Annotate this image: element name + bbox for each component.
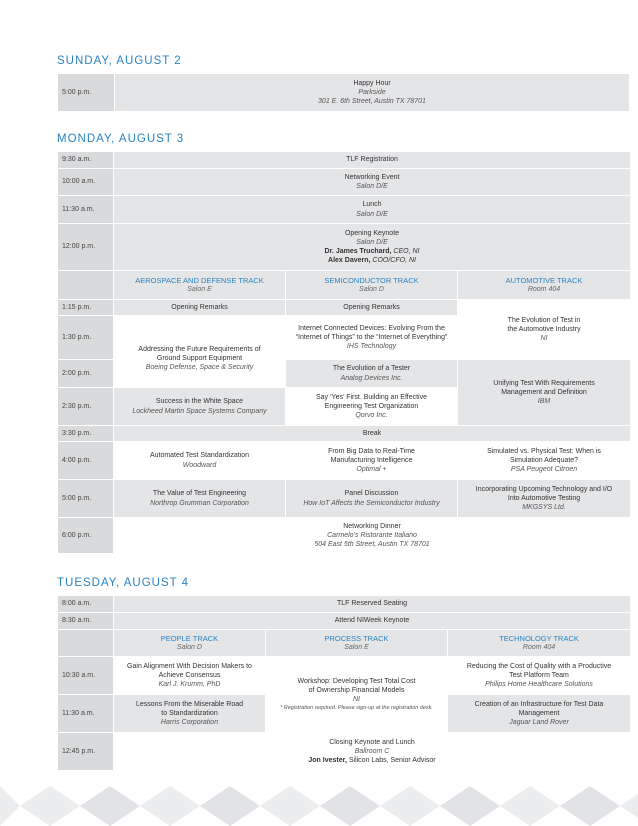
track-header [286, 271, 458, 300]
time-cell: 5:00 p.m. [58, 480, 114, 518]
event-title: TLF Registration [346, 156, 398, 164]
track-name: PEOPLE TRACK [160, 633, 219, 643]
track-header-row [58, 271, 631, 300]
time-cell [58, 630, 114, 657]
event-cell [114, 196, 631, 224]
tuesday-schedule [57, 595, 631, 771]
track-name: AEROSPACE AND DEFENSE TRACK [135, 275, 264, 285]
time-cell: 10:00 a.m. [58, 169, 114, 196]
session-speaker: Boeing Defense, Space & Security [145, 364, 254, 372]
event-title: Happy Hour [353, 79, 391, 87]
event-cell [114, 733, 631, 771]
track-room: Salon E [187, 286, 212, 294]
schedule-row [58, 733, 631, 771]
session-cell [448, 695, 631, 733]
session-title: Gain Alignment With Decision Makers to Achieve Consensus [127, 662, 252, 679]
event-cell [115, 74, 630, 112]
session-cell [458, 442, 631, 480]
time-cell: 6:00 p.m. [58, 518, 114, 554]
speaker-name: Alex Davern, [328, 257, 371, 265]
event-cell [114, 224, 631, 271]
session-cell [286, 442, 458, 480]
speaker-line [118, 756, 626, 765]
speaker-name: Jon Ivester, [308, 757, 347, 765]
schedule-row [58, 224, 631, 271]
session-title: Automated Test Standardization [149, 452, 250, 460]
track-room: Room 404 [522, 644, 556, 652]
track-header [448, 630, 631, 657]
session-cell [448, 657, 631, 695]
event-room: Salon D/E [356, 183, 388, 190]
session-title: The Value of Test Engineering [152, 490, 247, 498]
schedule-row [58, 74, 630, 112]
session-title: Addressing the Future Requirements of Ground Support Equipment [138, 345, 261, 362]
session-speaker: Jaguar Land Rover [509, 719, 569, 727]
track-header-row [58, 630, 631, 657]
speaker-name: Dr. James Truchard, [324, 248, 392, 255]
session-title: Opening Remarks [171, 303, 228, 311]
session-title: Workshop: Developing Test Total Cost of Ownership Financial Models [297, 678, 416, 695]
session-speaker: Harris Corporation [160, 719, 219, 727]
track-room: Salon D [359, 286, 384, 294]
session-speaker: PSA Peugeot Citroen [510, 466, 578, 474]
session-speaker: MKGSYS Ltd. [522, 504, 566, 512]
event-cell [114, 613, 631, 630]
track-name: SEMICONDUCTOR TRACK [324, 275, 419, 285]
session-title: Say ‘Yes’ First. Building an Effective Engineering Test Organization [315, 393, 428, 410]
schedule-row [58, 480, 631, 518]
session-title: Creation of an Infrastructure for Test Data Management [474, 700, 604, 717]
session-speaker: NI [540, 335, 548, 343]
event-title: Break [362, 429, 382, 437]
track-room: Room 404 [527, 286, 561, 294]
sunday-heading: SUNDAY, AUGUST 2 [57, 55, 182, 67]
session-speaker: Northrop Grumman Corporation [150, 499, 249, 507]
event-cell [114, 169, 631, 196]
session-speaker: How IoT Affects the Semiconductor Industry [303, 499, 440, 507]
event-address: 504 East 5th Street, Austin TX 78701 [314, 541, 430, 549]
time-cell: 10:30 a.m. [58, 657, 114, 695]
session-cell [114, 316, 286, 388]
schedule-row [58, 613, 631, 630]
session-title: Reducing the Cost of Quality with a Productive Test Platform Team [466, 662, 612, 679]
schedule-row [58, 300, 631, 316]
session-title: Opening Remarks [343, 303, 400, 311]
time-cell: 4:00 p.m. [58, 442, 114, 480]
session-cell [266, 657, 448, 733]
session-speaker: Analog Devices Inc. [340, 374, 403, 382]
track-header [458, 271, 631, 300]
schedule-row [58, 657, 631, 695]
decorative-footer-pattern [0, 786, 638, 826]
session-speaker: Lockheed Martin Space Systems Company [132, 407, 267, 415]
event-title: Lunch [362, 201, 382, 209]
session-speaker: Philips Home Healthcare Solutions [485, 681, 593, 689]
session-title: Success in the White Space [155, 398, 244, 406]
time-cell: 2:00 p.m. [58, 360, 114, 388]
schedule-row [58, 426, 631, 442]
event-title: TLF Reserved Seating [336, 600, 408, 608]
schedule-row [58, 442, 631, 480]
session-cell [114, 442, 286, 480]
track-name: TECHNOLOGY TRACK [499, 633, 579, 643]
event-venue: Carmelo’s Ristorante Italiano [327, 531, 417, 539]
session-cell [114, 657, 266, 695]
session-speaker: Woodward [182, 461, 217, 469]
track-room: Salon E [344, 644, 369, 652]
session-speaker: IHS Technology [346, 343, 397, 351]
session-cell [458, 300, 631, 360]
session-title: Simulated vs. Physical Test: When is Simulation Adequate? [487, 447, 601, 464]
time-cell: 8:30 a.m. [58, 613, 114, 630]
event-venue: Parkside [358, 88, 386, 96]
session-title: Unifying Test With Requirements Management and Definition [493, 379, 595, 396]
time-cell: 9:30 a.m. [58, 152, 114, 169]
time-cell: 11:30 a.m. [58, 196, 114, 224]
schedule-row [58, 596, 631, 613]
session-speaker: Optimal + [356, 466, 387, 474]
track-header [266, 630, 448, 657]
schedule-row [58, 196, 631, 224]
time-cell: 1:30 p.m. [58, 316, 114, 360]
monday-heading: MONDAY, AUGUST 3 [57, 133, 185, 145]
time-cell: 3:30 p.m. [58, 426, 114, 442]
speaker-line [118, 247, 626, 256]
speaker-role: COO/CFO, NI [370, 257, 416, 265]
schedule-row [58, 518, 631, 554]
track-header [114, 271, 286, 300]
event-title: Opening Keynote [344, 229, 400, 237]
time-cell [58, 271, 114, 300]
session-speaker: Karl J. Krumm, PhD [158, 681, 221, 689]
session-speaker: IBM [537, 398, 551, 406]
session-cell [114, 388, 286, 426]
session-title: Lessons From the Miserable Road to Standardization [136, 700, 243, 717]
time-cell: 12:45 p.m. [58, 733, 114, 771]
event-title: Networking Dinner [343, 522, 401, 530]
session-title: Internet Connected Devices: Evolving From the “Internet of Things” to the “Internet of Everything” [295, 324, 448, 341]
sunday-schedule [57, 73, 630, 112]
session-cell [286, 480, 458, 518]
event-title: Attend NIWeek Keynote [334, 617, 410, 625]
schedule-row [58, 169, 631, 196]
session-cell [286, 360, 458, 388]
time-cell: 5:00 p.m. [58, 74, 115, 112]
session-speaker: Qorvo Inc. [355, 412, 388, 420]
event-room: Ballroom C [354, 747, 390, 755]
speaker-role: Silicon Labs, Senior Advisor [346, 757, 436, 765]
session-cell [114, 300, 286, 316]
event-cell [114, 426, 631, 442]
session-cell [114, 695, 266, 733]
event-cell [114, 518, 631, 554]
monday-schedule [57, 151, 631, 554]
session-cell [458, 360, 631, 426]
speaker-role: CEO, NI [391, 248, 420, 255]
session-title: The Evolution of Test in the Automotive Industry [507, 316, 581, 333]
event-title: Networking Event [344, 173, 400, 181]
track-room: Salon D [177, 644, 202, 652]
session-title: Incorporating Upcoming Technology and I/O Into Automotive Testing [475, 485, 613, 502]
session-cell [458, 480, 631, 518]
time-cell: 8:00 a.m. [58, 596, 114, 613]
session-title: Panel Discussion [344, 490, 399, 498]
event-address: 301 E. 6th Street, Austin TX 78701 [318, 98, 426, 106]
session-cell [286, 316, 458, 360]
time-cell: 11:30 a.m. [58, 695, 114, 733]
track-header [114, 630, 266, 657]
time-cell: 12:00 p.m. [58, 224, 114, 271]
event-title: Closing Keynote and Lunch [329, 738, 415, 746]
time-cell: 2:30 p.m. [58, 388, 114, 426]
session-cell [286, 300, 458, 316]
session-cell [286, 388, 458, 426]
event-room: Salon D/E [356, 238, 388, 246]
event-room: Salon D/E [356, 210, 388, 218]
session-title: From Big Data to Real-Time Manufacturing Intelligence [328, 447, 415, 464]
event-cell [114, 596, 631, 613]
time-cell: 1:15 p.m. [58, 300, 114, 316]
track-name: AUTOMOTIVE TRACK [505, 275, 583, 285]
speaker-line [118, 256, 626, 265]
session-title: The Evolution of a Tester [332, 365, 411, 373]
event-cell [114, 152, 631, 169]
registration-note: * Registration required. Please sign-up at the registration desk. [280, 704, 433, 711]
tuesday-heading: TUESDAY, AUGUST 4 [57, 577, 190, 589]
session-speaker: NI [353, 696, 360, 704]
track-name: PROCESS TRACK [324, 633, 389, 643]
session-cell [114, 480, 286, 518]
schedule-row [58, 152, 631, 169]
